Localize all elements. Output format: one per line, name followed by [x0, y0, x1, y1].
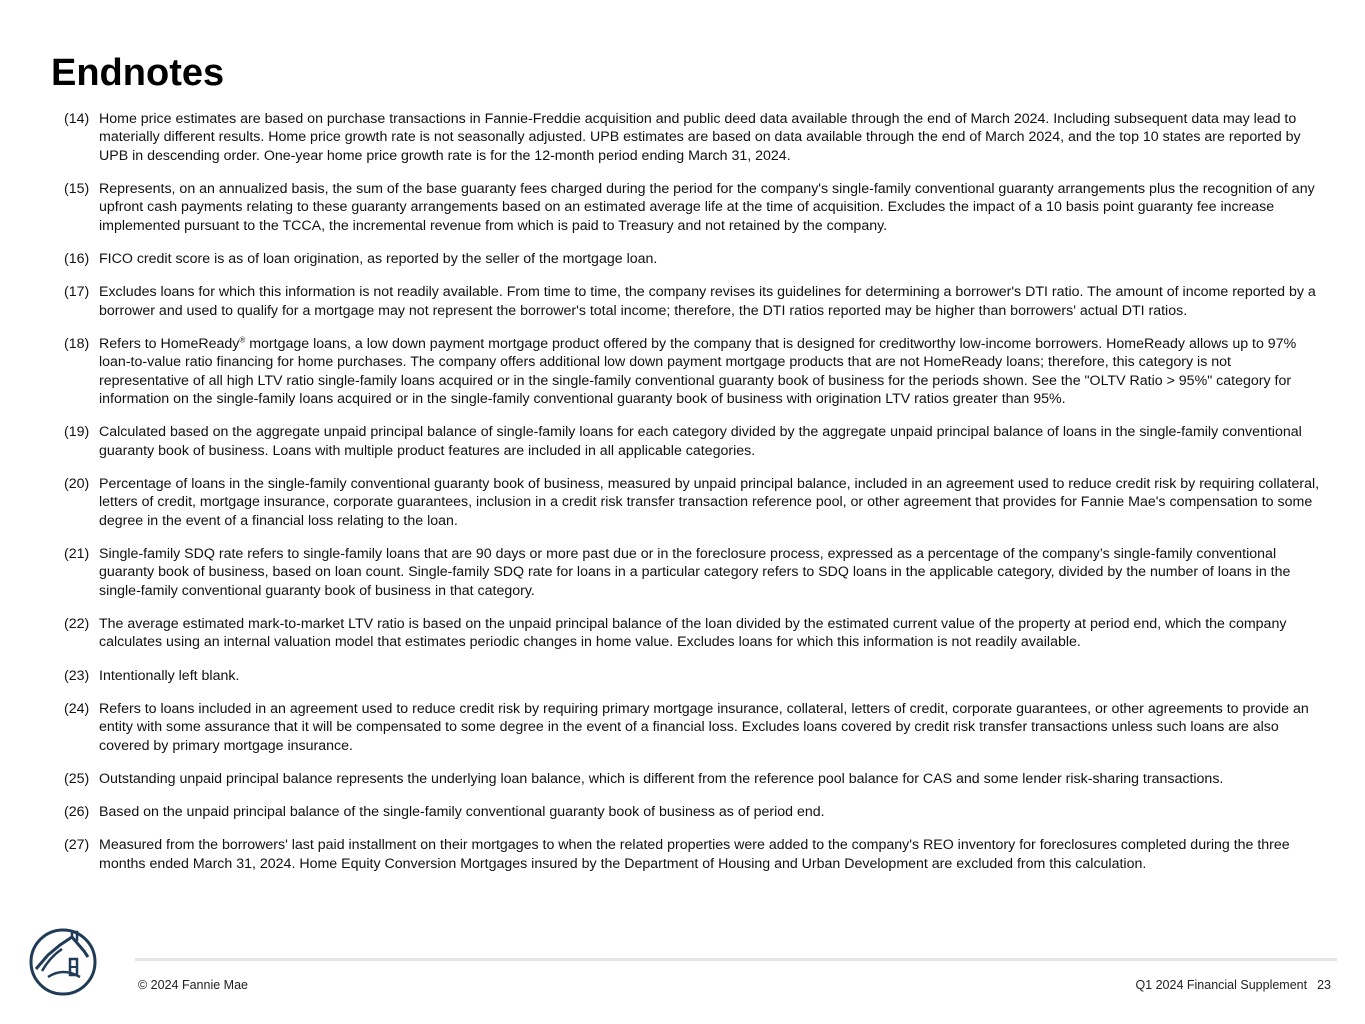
endnote-number: (24)	[64, 700, 90, 717]
endnote-text: Outstanding unpaid principal balance represents the underlying loan balance, which is different from the reference pool balance for CAS and some lender risk-sharing transactions.	[99, 770, 1224, 787]
endnote-text: The average estimated mark-to-market LTV ratio is based on the unpaid principal balance of the loan divided by the estimated current value of the property at period end, which the company calculates using an internal valuation model that estimates periodic changes in home value. Excludes loans for which this information is not readily available.	[99, 615, 1287, 651]
endnote-21	[64, 545, 1320, 600]
page-number: 23	[1317, 978, 1331, 992]
footer-document-info	[1135, 978, 1331, 992]
endnote-text: Based on the unpaid principal balance of the single-family conventional guaranty book of business as of period end.	[99, 803, 825, 820]
endnote-number: (26)	[64, 803, 90, 820]
footer-copyright: © 2024 Fannie Mae	[138, 978, 248, 992]
endnote-14	[64, 110, 1320, 165]
endnote-26	[64, 803, 1320, 821]
endnote-number: (25)	[64, 770, 90, 787]
endnote-text: Single-family SDQ rate refers to single-family loans that are 90 days or more past due or in the foreclosure process, expressed as a percentage of the company’s single-family conventional guaranty book of business, based on loan count. Single-family SDQ rate for loans in a particular category refers to SDQ loans in the applicable category, divided by the number of loans in the single-family conventional guaranty book of business in that category.	[99, 545, 1291, 599]
endnote-text: Represents, on an annualized basis, the sum of the base guaranty fees charged during the period for the company's single-family conventional guaranty arrangements plus the recognition of any upfront cash payments relating to these guaranty arrangements based on an estimated average life at the time of acquisition. Excludes the impact of a 10 basis point guaranty fee increase implemented pursuant to the TCCA, the incremental revenue from which is paid to Treasury and not retained by the company.	[99, 181, 1315, 234]
endnote-text	[99, 335, 1320, 409]
endnote-number: (17)	[64, 284, 90, 301]
endnote-text: Refers to loans included in an agreement used to reduce credit risk by requiring primary mortgage insurance, collateral, letters of credit, corporate guarantees, or other agreements to provide an entity with some assurance that it will be compensated to some degree in the event of a financial loss. Excludes loans covered by credit risk transfer transactions unless such loans are also covered by primary mortgage insurance.	[99, 700, 1309, 754]
endnote-15	[64, 180, 1320, 235]
endnote-number: (20)	[64, 475, 90, 492]
footer-document-title: Q1 2024 Financial Supplement	[1135, 978, 1308, 992]
endnote-number: (15)	[64, 181, 90, 198]
endnote-27	[64, 836, 1320, 873]
endnote-number: (16)	[64, 251, 90, 268]
endnote-number: (21)	[64, 545, 90, 562]
endnote-17	[64, 283, 1320, 320]
endnote-25	[64, 770, 1320, 788]
endnote-number: (18)	[64, 335, 90, 352]
endnote-22	[64, 615, 1320, 652]
endnote-19	[64, 423, 1320, 460]
endnote-text: Percentage of loans in the single-family conventional guaranty book of business, measured by unpaid principal balance, included in an agreement used to reduce credit risk by requiring collateral, letters of credit, mortgage insurance, corporate guarantees, inclusion in a credit risk transfer transaction reference pool, or other agreement that provides for Fannie Mae's compensation to some degree in the event of a financial loss relating to the loan.	[99, 475, 1320, 529]
page-title: Endnotes	[51, 52, 225, 94]
endnote-text: Calculated based on the aggregate unpaid principal balance of single-family loans for each category divided by the aggregate unpaid principal balance of loans in the single-family conventional guaranty book of business. Loans with multiple product features are included in all applicable categories.	[99, 424, 1302, 459]
registered-mark: ®	[239, 335, 246, 345]
endnote-text: Home price estimates are based on purchase transactions in Fannie-Freddie acquisition and public deed data available through the end of March 2024. Including subsequent data may lead to materially different results. Home price growth rate is not seasonally adjusted. UPB estimates are based on data available through the end of March 2024, and the top 10 states are reported by UPB in descending order. One-year home price growth rate is for the 12-month period ending March 31, 2024.	[99, 111, 1301, 164]
endnote-18	[64, 335, 1320, 409]
endnote-16	[64, 250, 1320, 268]
endnote-text: FICO credit score is as of loan origination, as reported by the seller of the mortgage loan.	[99, 251, 658, 268]
endnote-number: (19)	[64, 424, 90, 441]
fannie-mae-house-logo-icon	[28, 927, 98, 997]
endnote-20	[64, 475, 1320, 530]
endnote-text: Intentionally left blank.	[99, 667, 240, 684]
endnotes-list	[64, 110, 1320, 888]
endnote-text: Excludes loans for which this information is not readily available. From time to time, the company revises its guidelines for determining a borrower's DTI ratio. The amount of income reported by a borrower and used to qualify for a mortgage may not represent the borrower's total income; therefore, the DTI ratios reported may be higher than borrowers' actual DTI ratios.	[99, 284, 1316, 319]
endnote-number: (14)	[64, 111, 90, 127]
endnote-23	[64, 667, 1320, 685]
endnote-text: Measured from the borrowers' last paid installment on their mortgages to when the related properties were added to the company's REO inventory for foreclosures completed during the three months ended March 31, 2024. Home Equity Conversion Mortgages insured by the Department of Housing and Urban Development are excluded from this calculation.	[99, 837, 1290, 872]
endnote-text-rest: mortgage loans, a low down payment mortgage product offered by the company that is designed for creditworthy low-income borrowers. HomeReady allows up to 97% loan-to-value ratio financing for home purchases. The company offers additional low down payment mortgage products that are not HomeReady loans; therefore, this category is not representative of all high LTV ratio single-family loans acquired or in the single-family conventional guaranty book of business for the periods shown. See the "OLTV Ratio > 95%" category for information on the single-family loans acquired or in the single-family conventional guaranty book of business with origination LTV ratios greater than 95%.	[99, 335, 1297, 408]
endnote-text-start: Refers to HomeReady	[99, 335, 240, 352]
endnote-number: (27)	[64, 837, 90, 854]
footer-divider	[135, 958, 1337, 961]
endnote-24	[64, 700, 1320, 755]
endnote-number: (22)	[64, 615, 90, 632]
endnote-number: (23)	[64, 667, 90, 684]
